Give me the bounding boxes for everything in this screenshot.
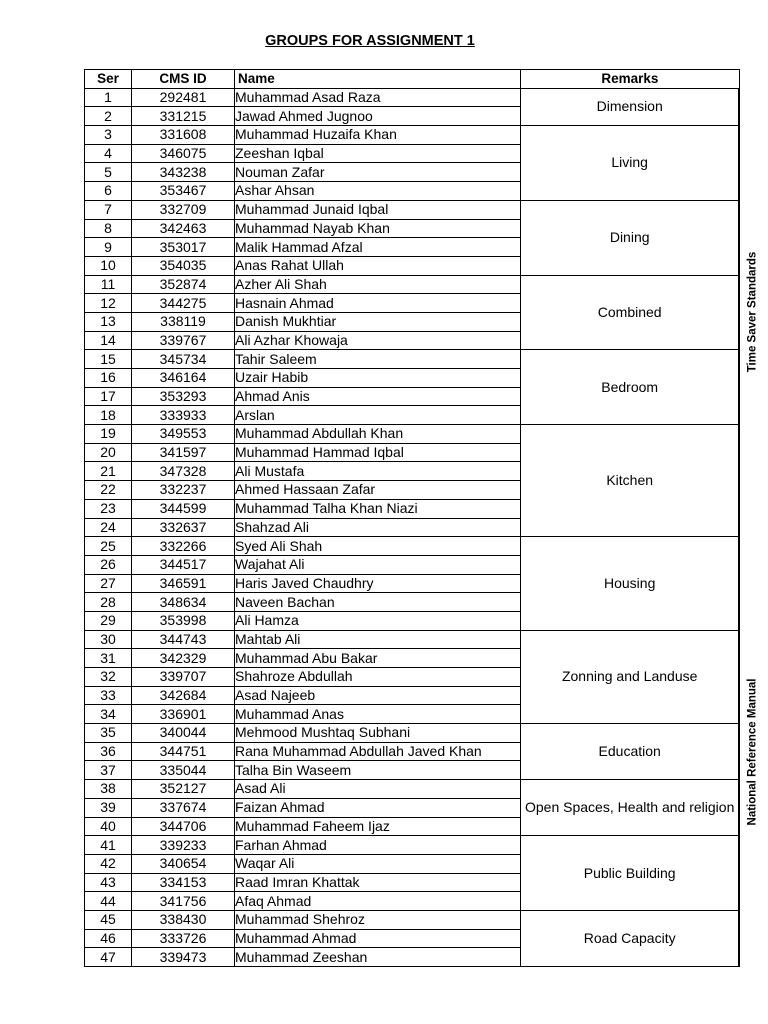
header-name: Name — [235, 70, 521, 89]
name-cell: Muhammad Asad Raza — [235, 88, 521, 107]
name-cell: Danish Mukhtiar — [235, 312, 521, 331]
name-cell: Muhammad Ahmad — [235, 929, 521, 948]
cms-id-cell: 336901 — [132, 705, 235, 724]
name-cell: Muhammad Faheem Ijaz — [235, 817, 521, 836]
cms-id-cell: 337674 — [132, 798, 235, 817]
ser-cell: 45 — [85, 910, 132, 929]
ser-cell: 46 — [85, 929, 132, 948]
cms-id-cell: 334153 — [132, 873, 235, 892]
name-cell: Muhammad Talha Khan Niazi — [235, 499, 521, 518]
header-remarks: Remarks — [521, 70, 740, 89]
name-cell: Hasnain Ahmad — [235, 294, 521, 313]
remarks-group-cell: Road Capacity — [521, 910, 740, 966]
cms-id-cell: 338430 — [132, 910, 235, 929]
name-cell: Jawad Ahmed Jugnoo — [235, 107, 521, 126]
ser-cell: 8 — [85, 219, 132, 238]
ser-cell: 30 — [85, 630, 132, 649]
ser-cell: 16 — [85, 369, 132, 388]
cms-id-cell: 342329 — [132, 649, 235, 668]
ser-cell: 37 — [85, 761, 132, 780]
table-row — [85, 537, 766, 556]
cms-id-cell: 339473 — [132, 948, 235, 967]
cms-id-cell: 342463 — [132, 219, 235, 238]
name-cell: Syed Ali Shah — [235, 537, 521, 556]
cms-id-cell: 352127 — [132, 780, 235, 799]
cms-id-cell: 339233 — [132, 836, 235, 855]
table-row — [85, 780, 766, 799]
cms-id-cell: 331608 — [132, 126, 235, 145]
ser-cell: 38 — [85, 780, 132, 799]
remarks-group-cell: Housing — [521, 537, 740, 630]
name-cell: Ali Hamza — [235, 611, 521, 630]
ser-cell: 20 — [85, 443, 132, 462]
ser-cell: 9 — [85, 238, 132, 257]
table-row — [85, 836, 766, 855]
ser-cell: 6 — [85, 182, 132, 201]
name-cell: Shahroze Abdullah — [235, 668, 521, 687]
category-cell — [739, 88, 765, 537]
ser-cell: 12 — [85, 294, 132, 313]
category-label: Time Saver Standards — [746, 252, 759, 373]
ser-cell: 24 — [85, 518, 132, 537]
remarks-group-cell: Open Spaces, Health and religion — [521, 780, 740, 836]
ser-cell: 27 — [85, 574, 132, 593]
cms-id-cell: 346591 — [132, 574, 235, 593]
remarks-group-cell: Public Building — [521, 836, 740, 911]
remarks-group-cell: Zonning and Landuse — [521, 630, 740, 723]
name-cell: Muhammad Zeeshan — [235, 948, 521, 967]
cms-id-cell: 346164 — [132, 369, 235, 388]
cms-id-cell: 343238 — [132, 163, 235, 182]
name-cell: Anas Rahat Ullah — [235, 256, 521, 275]
cms-id-cell: 348634 — [132, 593, 235, 612]
ser-cell: 34 — [85, 705, 132, 724]
name-cell: Mehmood Mushtaq Subhani — [235, 724, 521, 743]
remarks-group-cell: Kitchen — [521, 425, 740, 537]
ser-cell: 41 — [85, 836, 132, 855]
name-cell: Arslan — [235, 406, 521, 425]
table-row — [85, 126, 766, 145]
cms-id-cell: 344743 — [132, 630, 235, 649]
name-cell: Farhan Ahmad — [235, 836, 521, 855]
ser-cell: 25 — [85, 537, 132, 556]
groups-table — [84, 69, 765, 967]
cms-id-cell: 292481 — [132, 88, 235, 107]
table-row — [85, 350, 766, 369]
name-cell: Muhammad Shehroz — [235, 910, 521, 929]
cms-id-cell: 339707 — [132, 668, 235, 687]
cms-id-cell: 332637 — [132, 518, 235, 537]
cms-id-cell: 344517 — [132, 555, 235, 574]
name-cell: Ali Azhar Khowaja — [235, 331, 521, 350]
table-row — [85, 275, 766, 294]
name-cell: Afaq Ahmad — [235, 892, 521, 911]
ser-cell: 22 — [85, 481, 132, 500]
name-cell: Uzair Habib — [235, 369, 521, 388]
cms-id-cell: 353467 — [132, 182, 235, 201]
name-cell: Mahtab Ali — [235, 630, 521, 649]
header-ser: Ser — [85, 70, 132, 89]
header-cms-id: CMS ID — [132, 70, 235, 89]
remarks-group-cell: Bedroom — [521, 350, 740, 425]
cms-id-cell: 353293 — [132, 387, 235, 406]
name-cell: Muhammad Anas — [235, 705, 521, 724]
name-cell: Ali Mustafa — [235, 462, 521, 481]
category-cell — [739, 537, 765, 967]
name-cell: Ahmad Anis — [235, 387, 521, 406]
ser-cell: 43 — [85, 873, 132, 892]
ser-cell: 1 — [85, 88, 132, 107]
cms-id-cell: 339767 — [132, 331, 235, 350]
cms-id-cell: 340654 — [132, 854, 235, 873]
cms-id-cell: 344706 — [132, 817, 235, 836]
ser-cell: 31 — [85, 649, 132, 668]
name-cell: Azher Ali Shah — [235, 275, 521, 294]
ser-cell: 18 — [85, 406, 132, 425]
name-cell: Talha Bin Waseem — [235, 761, 521, 780]
ser-cell: 4 — [85, 144, 132, 163]
table-row — [85, 630, 766, 649]
cms-id-cell: 332709 — [132, 200, 235, 219]
page-title: GROUPS FOR ASSIGNMENT 1 — [265, 33, 475, 49]
table-row — [85, 200, 766, 219]
ser-cell: 36 — [85, 742, 132, 761]
name-cell: Muhammad Hammad Iqbal — [235, 443, 521, 462]
ser-cell: 29 — [85, 611, 132, 630]
cms-id-cell: 335044 — [132, 761, 235, 780]
name-cell: Muhammad Abdullah Khan — [235, 425, 521, 444]
cms-id-cell: 353017 — [132, 238, 235, 257]
cms-id-cell: 344275 — [132, 294, 235, 313]
cms-id-cell: 342684 — [132, 686, 235, 705]
table-row — [85, 910, 766, 929]
ser-cell: 5 — [85, 163, 132, 182]
ser-cell: 40 — [85, 817, 132, 836]
name-cell: Tahir Saleem — [235, 350, 521, 369]
name-cell: Faizan Ahmad — [235, 798, 521, 817]
cms-id-cell: 354035 — [132, 256, 235, 275]
ser-cell: 33 — [85, 686, 132, 705]
table-row — [85, 88, 766, 107]
cms-id-cell: 333933 — [132, 406, 235, 425]
cms-id-cell: 344751 — [132, 742, 235, 761]
name-cell: Raad Imran Khattak — [235, 873, 521, 892]
name-cell: Muhammad Abu Bakar — [235, 649, 521, 668]
ser-cell: 47 — [85, 948, 132, 967]
ser-cell: 35 — [85, 724, 132, 743]
name-cell: Ashar Ahsan — [235, 182, 521, 201]
cms-id-cell: 349553 — [132, 425, 235, 444]
cms-id-cell: 332266 — [132, 537, 235, 556]
ser-cell: 13 — [85, 312, 132, 331]
cms-id-cell: 340044 — [132, 724, 235, 743]
cms-id-cell: 352874 — [132, 275, 235, 294]
ser-cell: 19 — [85, 425, 132, 444]
category-label: National Reference Manual — [746, 678, 759, 826]
ser-cell: 42 — [85, 854, 132, 873]
ser-cell: 3 — [85, 126, 132, 145]
cms-id-cell: 332237 — [132, 481, 235, 500]
cms-id-cell: 353998 — [132, 611, 235, 630]
ser-cell: 21 — [85, 462, 132, 481]
name-cell: Naveen Bachan — [235, 593, 521, 612]
cms-id-cell: 341597 — [132, 443, 235, 462]
header-category-spacer — [739, 70, 765, 89]
name-cell: Asad Ali — [235, 780, 521, 799]
name-cell: Wajahat Ali — [235, 555, 521, 574]
ser-cell: 44 — [85, 892, 132, 911]
cms-id-cell: 346075 — [132, 144, 235, 163]
table-row — [85, 425, 766, 444]
remarks-group-cell: Dimension — [521, 88, 740, 125]
name-cell: Shahzad Ali — [235, 518, 521, 537]
ser-cell: 17 — [85, 387, 132, 406]
cms-id-cell: 331215 — [132, 107, 235, 126]
ser-cell: 14 — [85, 331, 132, 350]
cms-id-cell: 347328 — [132, 462, 235, 481]
name-cell: Rana Muhammad Abdullah Javed Khan — [235, 742, 521, 761]
name-cell: Muhammad Huzaifa Khan — [235, 126, 521, 145]
ser-cell: 2 — [85, 107, 132, 126]
ser-cell: 23 — [85, 499, 132, 518]
remarks-group-cell: Dining — [521, 200, 740, 275]
name-cell: Muhammad Junaid Iqbal — [235, 200, 521, 219]
ser-cell: 11 — [85, 275, 132, 294]
cms-id-cell: 341756 — [132, 892, 235, 911]
cms-id-cell: 344599 — [132, 499, 235, 518]
ser-cell: 32 — [85, 668, 132, 687]
name-cell: Ahmed Hassaan Zafar — [235, 481, 521, 500]
ser-cell: 26 — [85, 555, 132, 574]
cms-id-cell: 345734 — [132, 350, 235, 369]
name-cell: Haris Javed Chaudhry — [235, 574, 521, 593]
cms-id-cell: 338119 — [132, 312, 235, 331]
name-cell: Waqar Ali — [235, 854, 521, 873]
ser-cell: 39 — [85, 798, 132, 817]
ser-cell: 28 — [85, 593, 132, 612]
name-cell: Malik Hammad Afzal — [235, 238, 521, 257]
name-cell: Nouman Zafar — [235, 163, 521, 182]
name-cell: Zeeshan Iqbal — [235, 144, 521, 163]
remarks-group-cell: Combined — [521, 275, 740, 350]
table-row — [85, 724, 766, 743]
ser-cell: 15 — [85, 350, 132, 369]
remarks-group-cell: Education — [521, 724, 740, 780]
ser-cell: 7 — [85, 200, 132, 219]
remarks-group-cell: Living — [521, 126, 740, 201]
table-header-row — [85, 70, 766, 89]
name-cell: Muhammad Nayab Khan — [235, 219, 521, 238]
cms-id-cell: 333726 — [132, 929, 235, 948]
ser-cell: 10 — [85, 256, 132, 275]
name-cell: Asad Najeeb — [235, 686, 521, 705]
